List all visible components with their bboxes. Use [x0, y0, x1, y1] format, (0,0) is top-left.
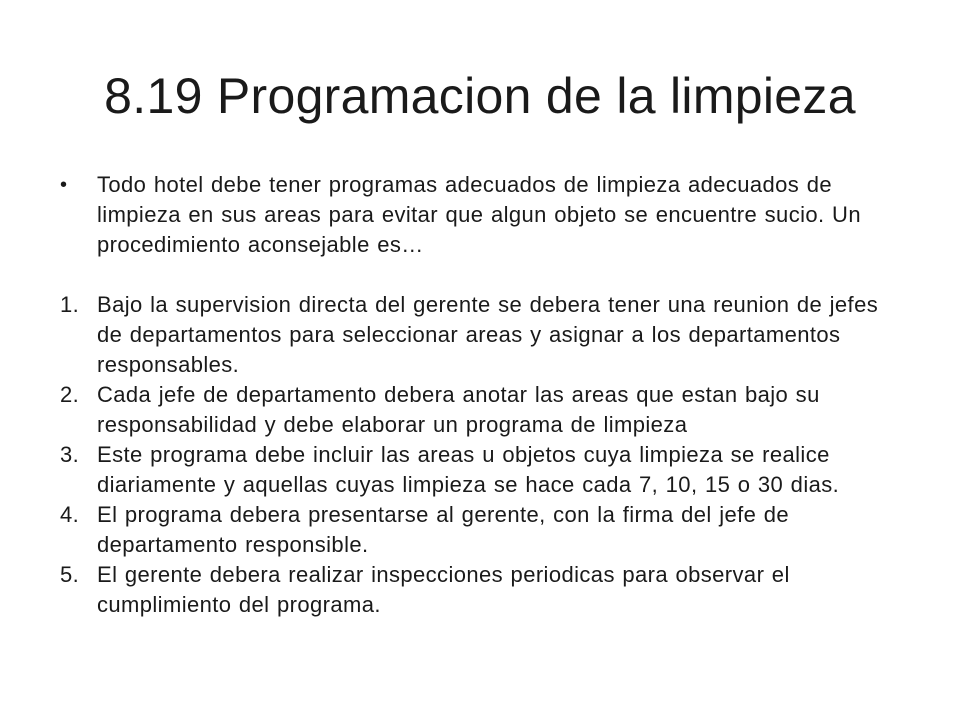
numbered-item-5: [58, 560, 908, 620]
numbered-item-3: [58, 440, 908, 500]
item-number: 5.: [60, 562, 80, 587]
item-text: Cada jefe de departamento debera anotar las areas que estan bajo su responsabilidad y debe elaborar un programa de limpieza: [97, 382, 820, 437]
numbered-item-1: [58, 290, 908, 380]
numbered-item-2: [58, 380, 908, 440]
paragraph-spacer: [58, 260, 908, 290]
slide-title: 8.19 Programacion de la limpieza: [104, 68, 856, 124]
item-text: Este programa debe incluir las areas u objetos cuya limpieza se realice diariamente y aquellas cuyas limpieza se hace cada 7, 10, 15 o 30 dias.: [97, 442, 840, 497]
bullet-item: [58, 170, 908, 260]
item-text: Bajo la supervision directa del gerente se debera tener una reunion de jefes de departamentos para seleccionar areas y asignar a los departamentos responsables.: [97, 292, 879, 377]
item-number: 3.: [60, 442, 80, 467]
slide-body: [58, 170, 908, 620]
item-number: 2.: [60, 382, 80, 407]
item-number: 1.: [60, 292, 80, 317]
item-text: El gerente debera realizar inspecciones periodicas para observar el cumplimiento del programa.: [97, 562, 790, 617]
item-number: 4.: [60, 502, 80, 527]
bullet-dot-icon: •: [60, 174, 68, 196]
numbered-item-4: [58, 500, 908, 560]
bullet-text: Todo hotel debe tener programas adecuados de limpieza adecuados de limpieza en sus areas para evitar que algun objeto se encuentre sucio. Un procedimiento aconsejable es…: [97, 172, 861, 257]
item-text: El programa debera presentarse al gerente, con la firma del jefe de departamento responsible.: [97, 502, 790, 557]
